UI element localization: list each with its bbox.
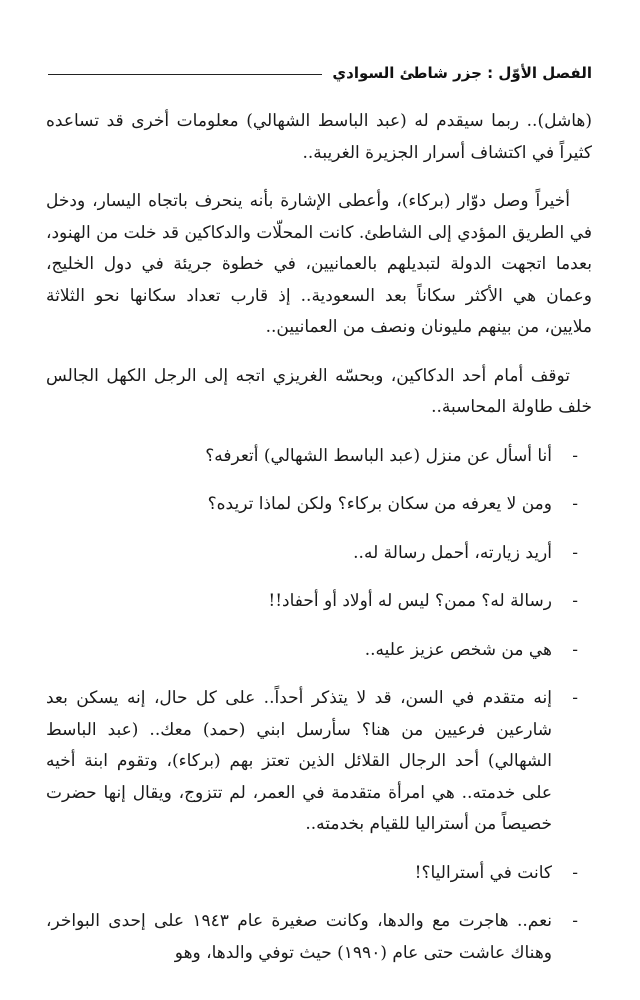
dialogue-line-2 (46, 489, 592, 521)
dialogue-text: نعم.. هاجرت مع والدها، وكانت صغيرة عام ١٩٤٣ على إحدى البواخر، وهناك عاشت حتى عام (١٩٩٠) حيث توفي والدها، وهو (46, 911, 553, 963)
dialogue-list (46, 441, 592, 970)
dialogue-text: رسالة له؟ ممن؟ ليس له أولاد أو أحفاد!! (268, 591, 552, 611)
dialogue-dash: - (572, 688, 578, 708)
dialogue-dash: - (572, 591, 578, 611)
dialogue-dash: - (572, 911, 578, 931)
running-header (48, 58, 592, 88)
dialogue-line-8 (46, 906, 592, 969)
chapter-title: الفصل الأوّل : جزر شاطئ السوادي (332, 64, 592, 82)
dialogue-dash: - (572, 494, 578, 514)
dialogue-dash: - (572, 542, 578, 563)
dialogue-text: إنه متقدم في السن، قد لا يتذكر أحداً.. على كل حال، إنه يسكن بعد شارعين فرعيين من هنا؟ سأرسل ابني (حمد) معك.. (عبد الباسط الشهالي) أحد الرجال القلائل الذين تعتز بهم (بركاء)، وتقوم ابنة أخيه على خدمته.. هي امرأة متقدمة في العمر، لم تتزوج، ويقال إنها حضرت خصيصاً من أستراليا للقيام بخدمته.. (46, 688, 552, 834)
dialogue-text: كانت في أستراليا؟! (414, 862, 552, 883)
dialogue-line-7 (46, 858, 592, 890)
dialogue-text: أنا أسأل عن منزل (عبد الباسط الشهالي) أتعرفه؟ (205, 445, 552, 466)
dialogue-line-5 (46, 635, 592, 667)
dialogue-text: هي من شخص عزيز عليه.. (364, 639, 552, 660)
dialogue-line-1 (46, 441, 592, 473)
paragraph-3: توقف أمام أحد الدكاكين، وبحسّه الغريزي اتجه إلى الرجل الكهل الجالس خلف طاولة المحاسبة.. (46, 365, 592, 417)
paragraph-1: (هاشل).. ربما سيقدم له (عبد الباسط الشهالي) معلومات أخرى قد تساعده كثيراً في اكتشاف أسرار الجزيرة الغريبة.. (46, 111, 592, 163)
dialogue-line-3 (46, 538, 592, 570)
paragraph-2: أخيراً وصل دوّار (بركاء)، وأعطى الإشارة بأنه ينحرف باتجاه اليسار، ودخل في الطريق المؤدي إلى الشاطئ. كانت المحلّات والدكاكين قد خلت من الهنود، بعدما اتجهت الدولة لتبديلهم بالعمانيين، في خطوة جريئة في دول الخليج، وعمان هي الأكثر سكاناً بعد السعودية.. إذ قارب تعداد سكانها نحو الثلاثة ملايين، من بينهم مليونان ونصف من العمانيين.. (46, 191, 592, 337)
dialogue-text: ومن لا يعرفه من سكان بركاء؟ ولكن لماذا تريده؟ (207, 494, 552, 514)
dialogue-dash: - (572, 445, 578, 466)
dialogue-dash: - (572, 862, 578, 883)
header-rule (48, 74, 322, 75)
dialogue-dash: - (572, 639, 578, 660)
body-text (46, 106, 592, 969)
dialogue-line-4 (46, 586, 592, 618)
dialogue-line-6 (46, 683, 592, 841)
dialogue-text: أريد زيارته، أحمل رسالة له.. (353, 542, 552, 563)
